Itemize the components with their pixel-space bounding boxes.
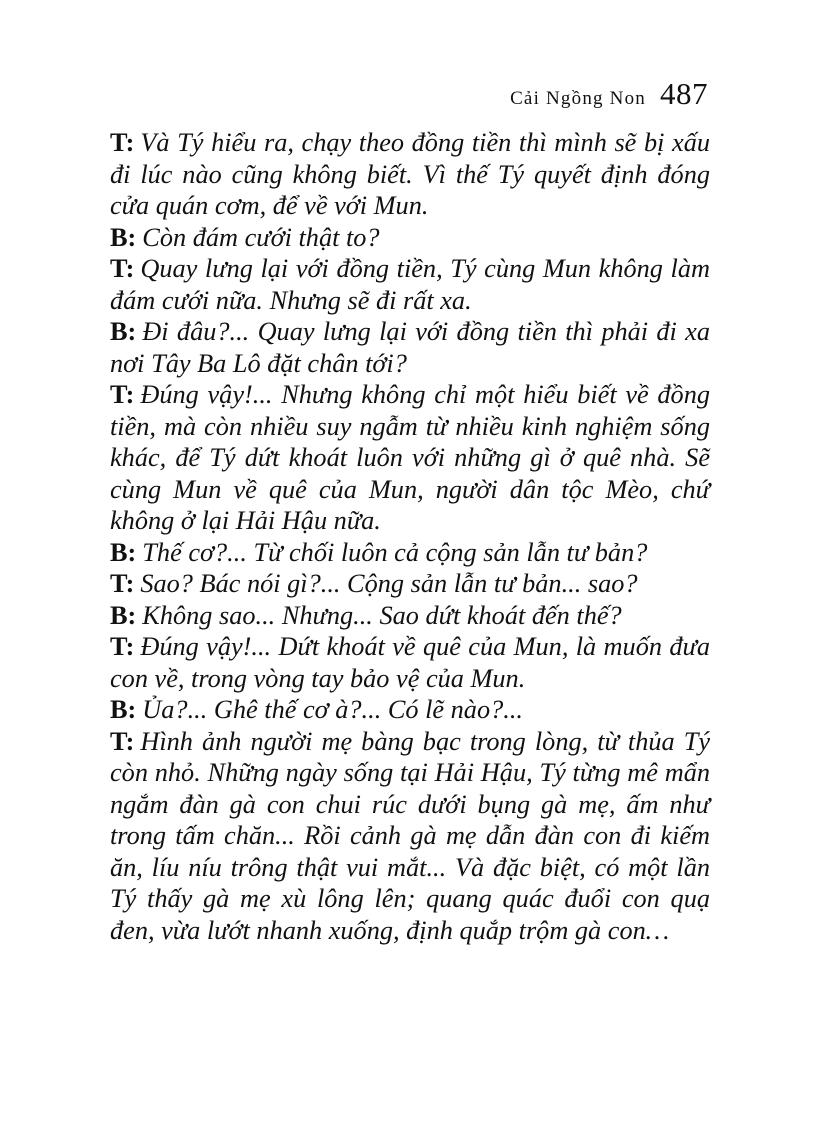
- dialogue-turn: [110, 253, 710, 316]
- speaker-label: T:: [110, 726, 135, 756]
- dialogue-turn: [110, 537, 710, 569]
- dialogue-text: Và Tý hiểu ra, chạy theo đồng tiền thì mình sẽ bị xấu đi lúc nào cũng không biết. Vì thế Tý quyết định đóng cửa quán cơm, để về với Mun.: [110, 128, 710, 220]
- page-number: 487: [660, 76, 708, 111]
- speaker-label: B:: [110, 222, 137, 252]
- running-header: [510, 76, 708, 112]
- speaker-label: T:: [110, 380, 135, 409]
- dialogue-turn: [110, 600, 710, 632]
- dialogue-text: [110, 127, 710, 946]
- dialogue-text: Còn đám cưới thật to?: [142, 222, 380, 252]
- dialogue-text: Sao? Bác nói gì?... Cộng sản lẫn tư bản... sao?: [140, 569, 638, 598]
- dialogue-turn: [110, 316, 710, 379]
- dialogue-text: Ủa?... Ghê thế cơ à?... Có lẽ nào?...: [142, 695, 523, 724]
- speaker-label: T:: [110, 128, 135, 157]
- speaker-label: B:: [110, 317, 137, 346]
- dialogue-turn: [110, 379, 710, 537]
- speaker-label: T:: [110, 632, 135, 661]
- speaker-label: B:: [110, 537, 137, 567]
- dialogue-text: Đúng vậy!... Dứt khoát về quê của Mun, là muốn đưa con về, trong vòng tay bảo vệ của Mun.: [110, 632, 710, 693]
- speaker-label: T:: [110, 254, 135, 283]
- dialogue-turn: [110, 127, 710, 222]
- dialogue-text: Không sao... Nhưng... Sao dứt khoát đến thế?: [142, 600, 622, 630]
- dialogue-turn: [110, 222, 710, 254]
- speaker-label: B:: [110, 695, 137, 724]
- dialogue-text: Quay lưng lại với đồng tiền, Tý cùng Mun không làm đám cưới nữa. Nhưng sẽ đi rất xa.: [110, 254, 710, 315]
- dialogue-turn: [110, 631, 710, 694]
- speaker-label: B:: [110, 600, 137, 630]
- book-title: Cải Ngồng Non: [510, 88, 646, 109]
- speaker-label: T:: [110, 569, 135, 598]
- dialogue-turn: [110, 694, 710, 726]
- dialogue-text: Thế cơ?... Từ chối luôn cả cộng sản lẫn tư bản?: [142, 537, 648, 567]
- dialogue-text: Đúng vậy!... Nhưng không chỉ một hiểu biết về đồng tiền, mà còn nhiều suy ngẫm từ nhiều kinh nghiệm sống khác, để Tý dứt khoát luôn với những gì ở quê nhà. Sẽ cùng Mun về quê của Mun, người dân tộc Mèo, chứ không ở lại Hải Hậu nữa.: [110, 380, 710, 535]
- dialogue-turn: [110, 568, 710, 600]
- dialogue-text: Đi đâu?... Quay lưng lại với đồng tiền thì phải đi xa nơi Tây Ba Lô đặt chân tới?: [110, 317, 710, 378]
- dialogue-text: Hình ảnh người mẹ bàng bạc trong lòng, từ thủa Tý còn nhỏ. Những ngày sống tại Hải Hậu, Tý từng mê mẩn ngắm đàn gà con chui rúc dưới bụng gà mẹ, ấm như trong tấm chăn... Rồi cảnh gà mẹ dẫn đàn con đi kiếm ăn, líu níu trông thật vui mắt... Và đặc biệt, có một lần Tý thấy gà mẹ xù lông lên; quang quác đuổi con quạ đen, vừa lướt nhanh xuống, định quắp trộm gà con…: [110, 726, 710, 945]
- dialogue-turn: [110, 726, 710, 947]
